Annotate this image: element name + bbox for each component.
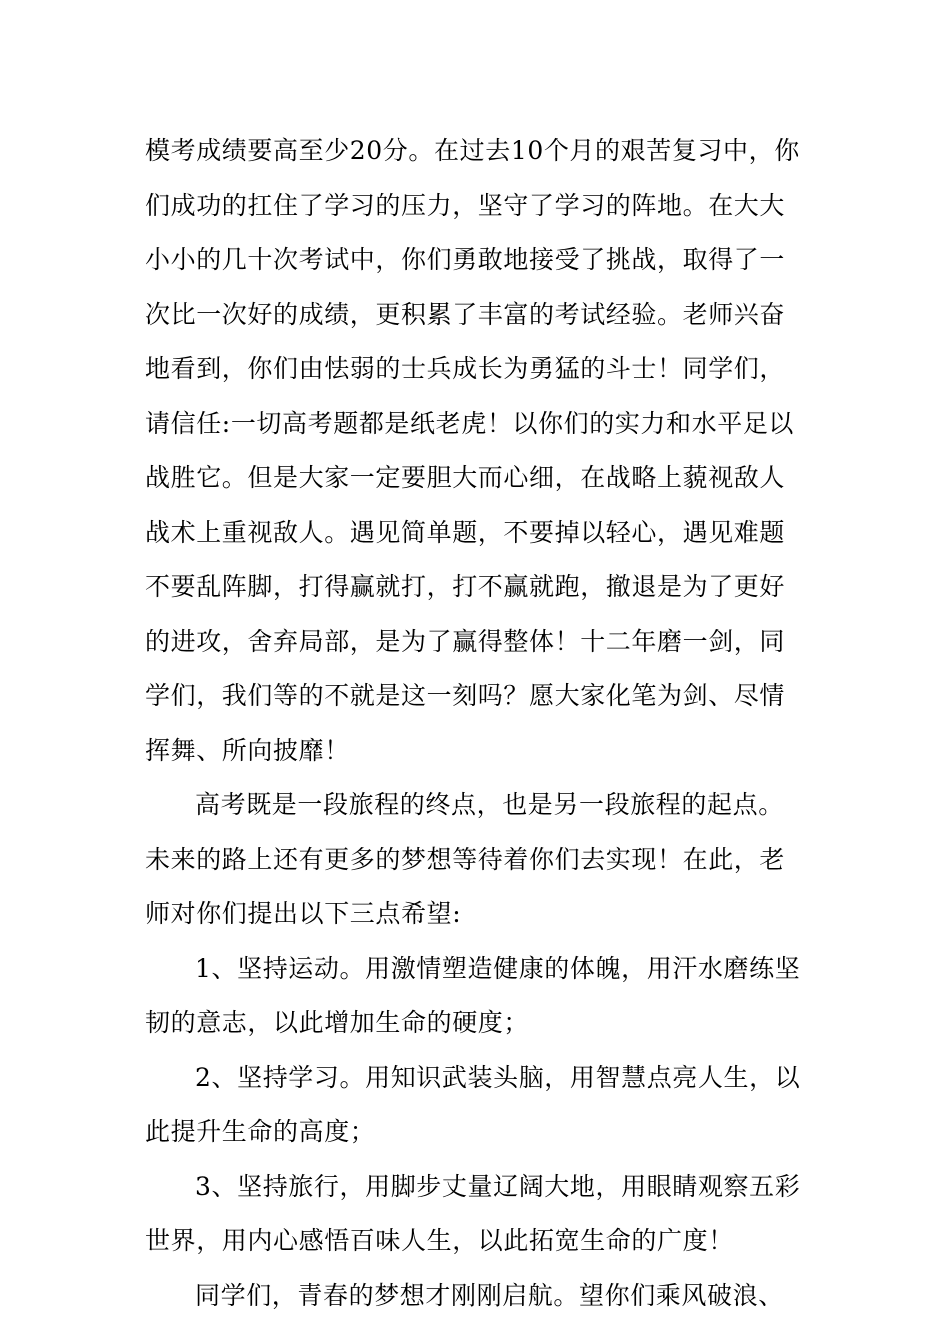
paragraph-start-line: 同学们，青春的梦想才刚刚启航。望你们乘风破浪、 <box>195 1280 784 1310</box>
text-line: 们成功的扛住了学习的压力，坚守了学习的阵地。在大大 <box>145 190 786 220</box>
text-line: 次比一次好的成绩，更积累了丰富的考试经验。老师兴奋 <box>145 299 786 329</box>
text-line: 请信任:一切高考题都是纸老虎！以你们的实力和水平足以 <box>145 408 795 438</box>
text-line: 战术上重视敌人。遇见简单题，不要掉以轻心，遇见难题 <box>145 517 786 547</box>
list-item-1-line: 1、坚持运动。用激情塑造健康的体魄，用汗水磨练坚 <box>195 953 801 983</box>
text-line: 学们，我们等的不就是这一刻吗？愿大家化笔为剑、尽情 <box>145 681 786 710</box>
text-line: 战胜它。但是大家一定要胆大而心细，在战略上藐视敌人 <box>145 463 786 492</box>
text-line: 模考成绩要高至少20分。在过去10个月的艰苦复习中，你 <box>145 136 800 165</box>
paragraph-start-line: 高考既是一段旅程的终点，也是另一段旅程的起点。 <box>195 790 784 819</box>
text-line: 此提升生命的高度； <box>145 1117 376 1146</box>
body-text <box>145 124 810 1323</box>
text-line: 师对你们提出以下三点希望: <box>145 899 462 928</box>
text-line: 挥舞、所向披靡！ <box>145 735 350 765</box>
text-line: 地看到，你们由怯弱的士兵成长为勇猛的斗士！同学们， <box>145 354 786 383</box>
text-line: 韧的意志，以此增加生命的硬度； <box>145 1008 530 1037</box>
text-line: 世界，用内心感悟百味人生，以此拓宽生命的广度！ <box>145 1226 734 1255</box>
text-line: 未来的路上还有更多的梦想等待着你们去实现！在此，老 <box>145 844 786 874</box>
list-item-3-line: 3、坚持旅行，用脚步丈量辽阔大地，用眼睛观察五彩 <box>195 1171 801 1201</box>
text-line: 不要乱阵脚，打得赢就打，打不赢就跑，撤退是为了更好 <box>145 572 786 601</box>
text-line: 的进攻，舍弃局部，是为了赢得整体！十二年磨一剑，同 <box>145 626 786 656</box>
text-line: 小小的几十次考试中，你们勇敢地接受了挑战，取得了一 <box>145 245 786 274</box>
list-item-2-line: 2、坚持学习。用知识武装头脑，用智慧点亮人生，以 <box>195 1062 801 1092</box>
